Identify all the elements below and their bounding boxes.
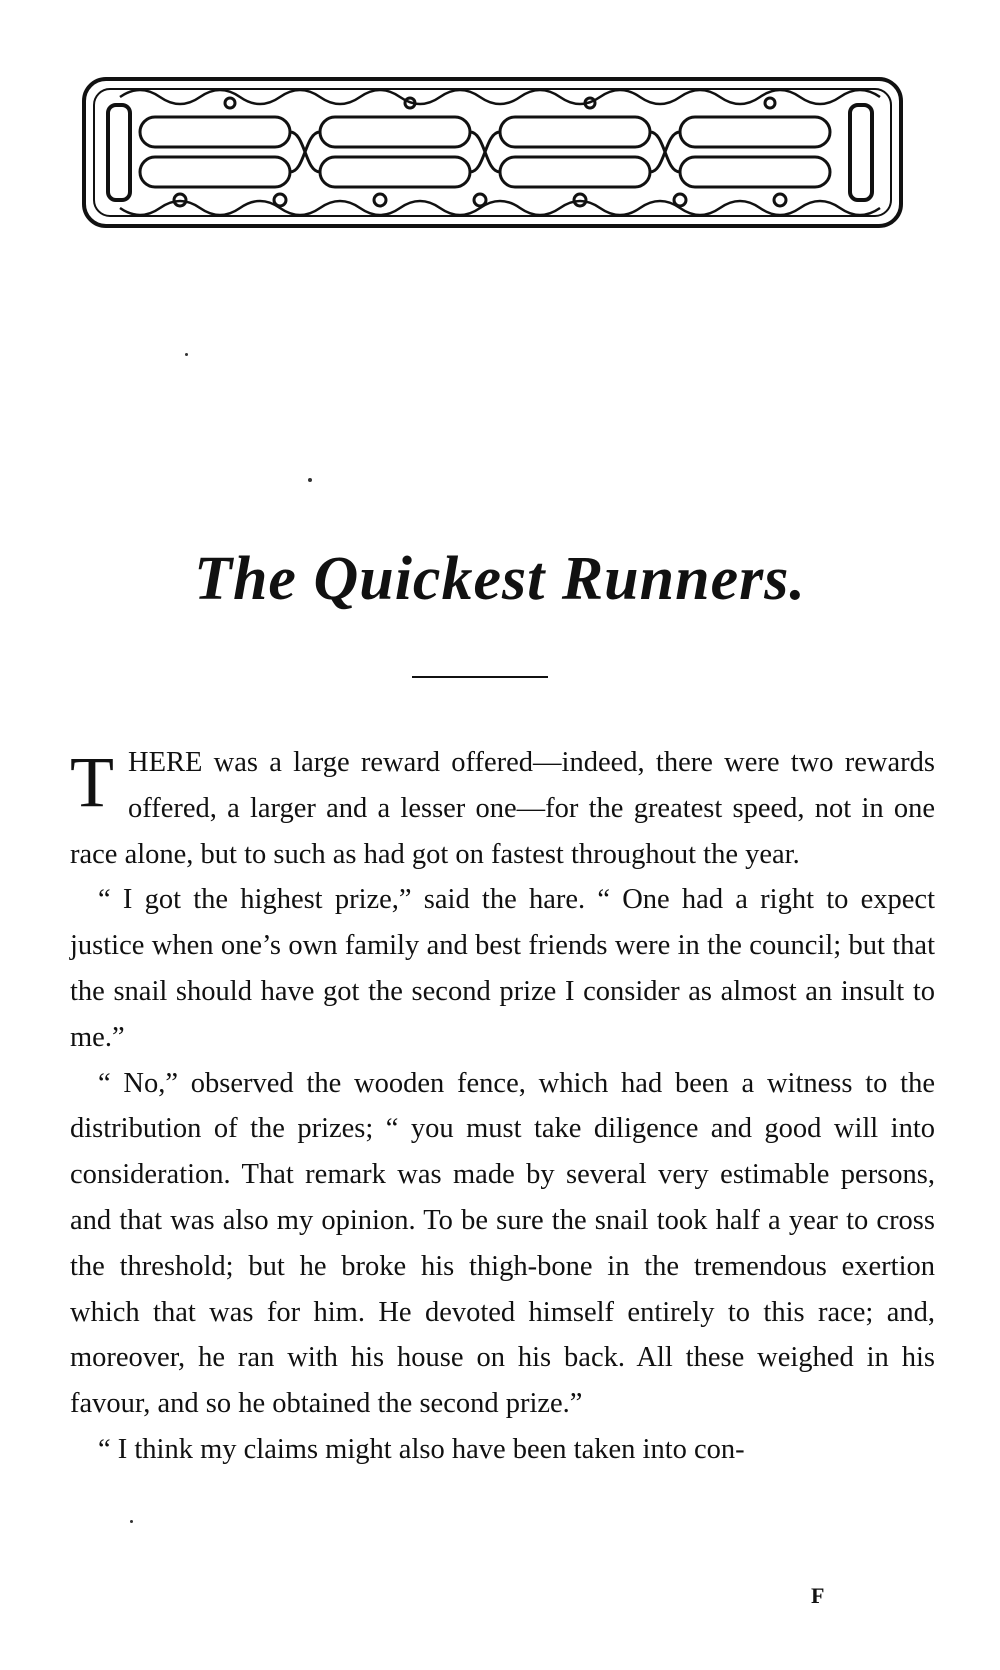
page-title: The Quickest Runners. bbox=[194, 545, 806, 613]
paragraph-text: HERE was a large reward offered—indeed, there were two rewards offered, a larger and a lesser one—for the greatest speed, not in one race alone, but to such as had got on fastest throughout the year. bbox=[70, 747, 935, 870]
paragraph: “ I got the highest prize,” said the hare. “ One had a right to expect justice when one’s own family and best friends were in the council; but that the snail should have got the second prize I consider as almost an insult to me.” bbox=[70, 884, 935, 1053]
decorative-chain-border-ornament bbox=[80, 75, 905, 230]
paragraph: “ No,” observed the wooden fence, which had been a witness to the distribution of the prizes; “ you must take diligence and good will into consideration. That remark was made by several very estimable persons, and that was also my opinion. To be sure the snail took half a year to cross the threshold; but he broke his thigh-bone in the tremendous exertion which that was for him. He devoted himself entirely to this race; and, moreover, he ran with his house on his back. All these weighed in his favour, and so he obtained the second prize.” bbox=[70, 1067, 935, 1420]
print-speck bbox=[130, 1520, 133, 1523]
drop-cap: T bbox=[70, 742, 114, 822]
story-body bbox=[70, 740, 935, 1473]
paragraph bbox=[70, 740, 935, 877]
title-divider-rule bbox=[412, 676, 548, 678]
paragraph: “ I think my claims might also have been taken into con- bbox=[98, 1433, 745, 1465]
print-speck bbox=[185, 353, 188, 356]
print-speck bbox=[308, 478, 312, 482]
signature-mark: F bbox=[811, 1583, 825, 1608]
